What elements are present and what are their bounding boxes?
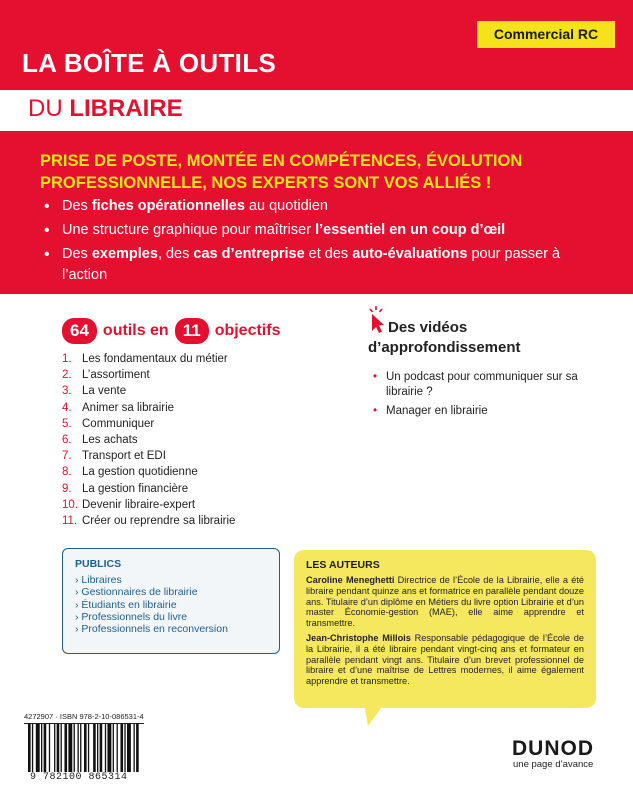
barcode-bar <box>54 724 55 772</box>
barcode-bar <box>41 724 42 772</box>
objective-item: 10. Devenir libraire-expert <box>62 498 196 511</box>
objective-item: 2. L’assortiment <box>62 369 150 382</box>
public-item: › Professionnels du livre <box>75 611 267 623</box>
author-bio: Caroline Meneghetti Directrice de l’École de la Librairie, elle a été libraire pendant quinze ans et formatrice en parallèle pendant douze ans. Titulaire d’un diplôme en Métiers du livre option Librairie et d’un master Économie-gestion (MAE), elle aime apprendre et transmettre. <box>306 575 584 629</box>
barcode-bar <box>105 724 106 772</box>
video-item: • Manager en librairie <box>372 404 592 419</box>
barcode-bar <box>74 724 75 772</box>
feature-bullet: • Des fiches opérationnelles au quotidien <box>40 196 600 217</box>
objectives-count-pill: 11 <box>175 318 209 344</box>
tagline: PRISE DE POSTE, MONTÉE EN COMPÉTENCES, ÉVOLUTION PROFESSIONNELLE, NOS EXPERTS SONT VOS ALLIÉS ! <box>40 152 523 192</box>
publisher-logo: DUNOD <box>512 737 594 760</box>
isbn-reference: 4272907 · ISBN 978-2-10-086531-4 <box>24 712 144 724</box>
video-item: • Un podcast pour communiquer sur sa librairie ? <box>372 370 592 400</box>
feature-bullet: • Une structure graphique pour maîtriser l’essentiel en un coup d’œil <box>40 220 600 241</box>
public-item: › Étudiants en librairie <box>75 599 267 611</box>
objective-item: 11. Créer ou reprendre sa librairie <box>62 515 236 528</box>
publics-box <box>62 548 280 654</box>
barcode-bar <box>136 724 139 772</box>
public-item: › Libraires <box>75 574 267 586</box>
objective-item: 4. Animer sa librairie <box>62 401 175 414</box>
public-item: › Gestionnaires de librairie <box>75 586 267 598</box>
feature-bullets <box>40 196 600 289</box>
author-name: Caroline Meneghetti <box>306 575 395 585</box>
tools-count-pill: 64 <box>62 318 97 344</box>
barcode-bar <box>77 724 78 772</box>
barcode-bar <box>61 724 62 772</box>
objective-item: 6. Les achats <box>62 434 138 447</box>
authors-title: LES AUTEURS <box>306 559 380 571</box>
objective-item: 9. La gestion financière <box>62 482 189 495</box>
barcode-bar <box>84 724 87 772</box>
barcode-bar <box>127 724 131 772</box>
barcode-bar <box>93 724 96 772</box>
barcode-digits: 9 782100 865314 <box>30 772 128 783</box>
cursor-click-icon <box>366 304 388 334</box>
barcode-bar <box>113 724 114 772</box>
barcode-bar <box>68 724 72 772</box>
objectives-heading <box>62 318 280 344</box>
author-bio: Jean-Christophe Millois Responsable pédagogique de l’École de la Librairie, il a été libraire pendant vingt-cinq ans et formateur en parallèle pendant vingt ans. Titulaire d’un brevet professionnel de libraire et d’une maîtrise de Lettres modernes, il aime également apprendre et transmettre. <box>306 632 584 687</box>
tools-label: outils en <box>102 322 169 339</box>
public-item: › Professionnels en reconversion <box>75 623 267 635</box>
barcode-bar <box>120 724 123 772</box>
barcode-bar <box>64 724 67 772</box>
objective-item: 7. Transport et EDI <box>62 450 166 463</box>
videos-title-line2: d’approfondissement <box>368 339 521 356</box>
objective-item: 8. La gestion quotidienne <box>62 466 198 479</box>
publics-title: PUBLICS <box>75 558 122 570</box>
barcode-bar <box>44 724 47 772</box>
videos-list <box>372 370 592 423</box>
barcode-bar <box>36 724 40 772</box>
barcode-bar <box>88 724 89 772</box>
authors-box <box>294 550 596 708</box>
barcode-bar <box>32 724 33 772</box>
barcode-bar <box>133 724 134 772</box>
book-subtitle <box>28 95 183 123</box>
feature-bullet: • Des exemples, des cas d’entreprise et des auto-évaluations pour passer à l’action <box>40 244 600 286</box>
barcode-bar <box>80 724 81 772</box>
videos-heading <box>368 318 521 358</box>
barcode-bar <box>124 724 125 772</box>
objectives-label: objectifs <box>214 322 281 339</box>
barcode <box>28 724 140 772</box>
speech-bubble-tail <box>364 704 384 726</box>
objective-item: 1. Les fondamentaux du métier <box>62 353 228 365</box>
objective-item: 3. La vente <box>62 385 127 398</box>
objectives-list <box>62 351 302 529</box>
author-name: Jean-Christophe Millois <box>306 632 411 643</box>
subtitle-prefix: DU <box>28 95 70 122</box>
series-tag: Commercial RC <box>477 21 615 48</box>
barcode-bar <box>117 724 118 772</box>
barcode-bar <box>49 724 50 772</box>
barcode-bar <box>100 724 103 772</box>
publisher-slogan: une page d’avance <box>513 759 594 770</box>
barcode-bar <box>107 724 111 772</box>
publics-list <box>75 574 267 635</box>
book-title: LA BOÎTE À OUTILS <box>22 48 277 78</box>
barcode-bar <box>57 724 60 772</box>
objective-item: 5. Communiquer <box>62 417 155 430</box>
barcode-bar <box>97 724 98 772</box>
videos-title-line1: Des vidéos <box>388 319 468 336</box>
subtitle-bold: LIBRAIRE <box>69 95 183 122</box>
barcode-bar <box>28 724 31 772</box>
